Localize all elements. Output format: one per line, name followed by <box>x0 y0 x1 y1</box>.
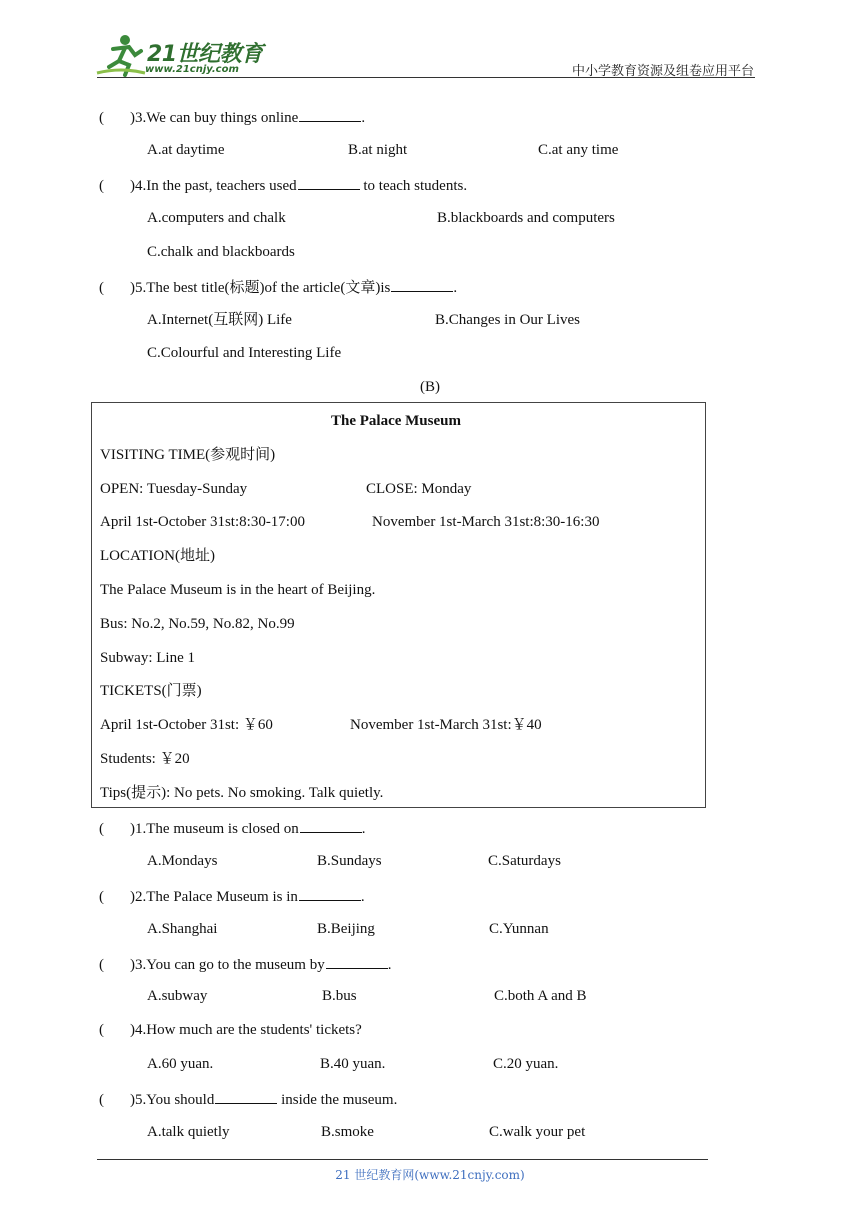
subway-info: Subway: Line 1 <box>100 650 195 666</box>
option-b4-c: C.20 yuan. <box>493 1056 559 1072</box>
hours-winter: November 1st-March 31st:8:30-16:30 <box>372 514 600 530</box>
section-b-label: (B) <box>420 379 440 395</box>
option-b3-c: C.both A and B <box>494 988 587 1004</box>
footer-link[interactable]: 21 世纪教育网(www.21cnjy.com) <box>335 1168 525 1182</box>
option-a5-a: A.Internet(互联网) Life <box>147 312 292 328</box>
option-a4-b: B.blackboards and computers <box>437 210 615 226</box>
hours-summer: April 1st-October 31st:8:30-17:00 <box>100 514 305 530</box>
location-heading: LOCATION(地址) <box>100 548 215 564</box>
question-a3: ( )3.We can buy things online . <box>99 107 365 127</box>
option-a3-c: C.at any time <box>538 142 619 158</box>
notice-title: The Palace Museum <box>331 413 461 429</box>
footer-divider <box>97 1159 708 1160</box>
option-b1-b: B.Sundays <box>317 853 382 869</box>
close-days: CLOSE: Monday <box>366 481 472 497</box>
question-b5: ( )5.You should inside the museum. <box>99 1089 397 1109</box>
option-b2-b: B.Beijing <box>317 921 375 937</box>
option-a4-c: C.chalk and blackboards <box>147 244 295 260</box>
option-b5-c: C.walk your pet <box>489 1124 586 1140</box>
logo-url: www.21cnjy.com <box>145 64 239 75</box>
tickets-students: Students: ￥20 <box>100 751 190 767</box>
bus-info: Bus: No.2, No.59, No.82, No.99 <box>100 616 295 632</box>
question-b4: ( )4.How much are the students' tickets? <box>99 1022 362 1038</box>
tips: Tips(提示): No pets. No smoking. Talk quietly. <box>100 785 384 801</box>
option-a5-c: C.Colourful and Interesting Life <box>147 345 342 361</box>
option-b4-b: B.40 yuan. <box>320 1056 386 1072</box>
question-b2: ( )2.The Palace Museum is in . <box>99 886 365 906</box>
question-b1: ( )1.The museum is closed on . <box>99 818 365 838</box>
tickets-heading: TICKETS(门票) <box>100 683 202 699</box>
location-text: The Palace Museum is in the heart of Beijing. <box>100 582 376 598</box>
tickets-winter: November 1st-March 31st:￥40 <box>350 717 542 733</box>
option-b1-a: A.Mondays <box>147 853 218 869</box>
option-b4-a: A.60 yuan. <box>147 1056 214 1072</box>
option-b2-c: C.Yunnan <box>489 921 549 937</box>
option-b1-c: C.Saturdays <box>488 853 561 869</box>
option-b3-b: B.bus <box>322 988 357 1004</box>
question-a4: ( )4.In the past, teachers used to teach students. <box>99 175 467 195</box>
option-a5-b: B.Changes in Our Lives <box>435 312 580 328</box>
question-b3: ( )3.You can go to the museum by . <box>99 954 391 974</box>
logo-text: 21世纪教育 <box>147 42 263 67</box>
option-a4-a: A.computers and chalk <box>147 210 286 226</box>
option-b3-a: A.subway <box>147 988 208 1004</box>
runner-logo-icon <box>95 33 147 79</box>
header-divider <box>97 77 755 78</box>
platform-title: 中小学教育资源及组卷应用平台 <box>571 64 754 79</box>
option-b5-a: A.talk quietly <box>147 1124 230 1140</box>
option-b2-a: A.Shanghai <box>147 921 218 937</box>
open-days: OPEN: Tuesday-Sunday <box>100 481 248 497</box>
site-logo <box>95 33 265 79</box>
option-a3-a: A.at daytime <box>147 142 225 158</box>
option-a3-b: B.at night <box>348 142 408 158</box>
option-b5-b: B.smoke <box>321 1124 374 1140</box>
question-a5: ( )5.The best title(标题)of the article(文章)is . <box>99 277 457 297</box>
visiting-time-heading: VISITING TIME(参观时间) <box>100 447 276 463</box>
tickets-summer: April 1st-October 31st: ￥60 <box>100 717 273 733</box>
